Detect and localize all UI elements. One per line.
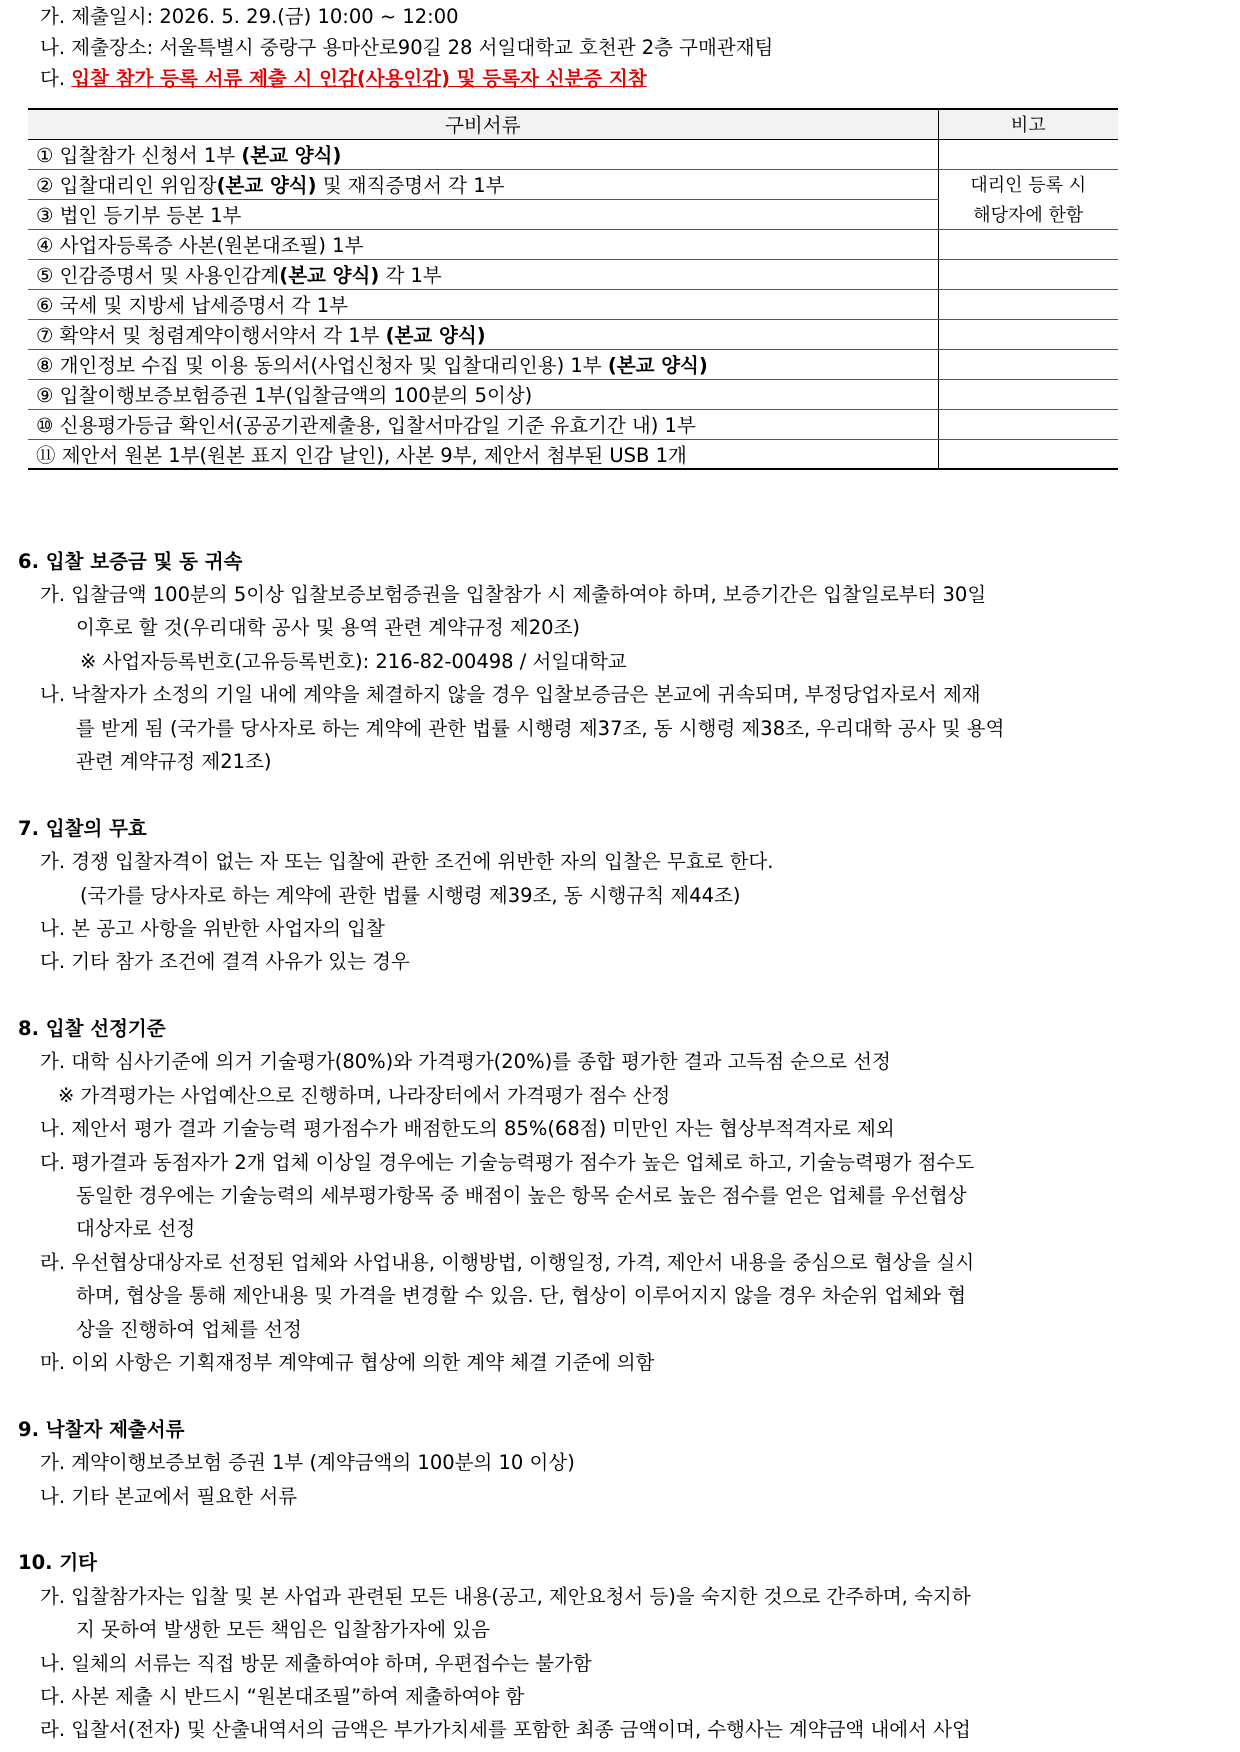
section-8-title: 8. 입찰 선정기준	[18, 1017, 166, 1040]
section-6-line: 관련 계약규정 제21조)	[76, 750, 272, 773]
document-item: ⑦ 확약서 및 청렴계약이행서약서 각 1부 (본교 양식)	[28, 319, 938, 349]
table-row	[28, 169, 1118, 199]
section-6-line: 나. 낙찰자가 소정의 기일 내에 계약을 체결하지 않을 경우 입찰보증금은 본교에 귀속되며, 부정당업자로서 제재	[40, 683, 981, 706]
submission-notice	[40, 68, 647, 89]
section-8-line: 동일한 경우에는 기술능력의 세부평가항목 중 배점이 높은 항목 순서로 높은 점수를 얻은 업체를 우선협상	[76, 1184, 967, 1207]
document-item: ④ 사업자등록증 사본(원본대조필) 1부	[28, 229, 938, 259]
section-6-title: 6. 입찰 보증금 및 동 귀속	[18, 550, 243, 573]
document-item: ② 입찰대리인 위임장(본교 양식) 및 재직증명서 각 1부	[28, 169, 938, 199]
section-6-line: 를 받게 됨 (국가를 당사자로 하는 계약에 관한 법률 시행령 제37조, 동 시행령 제38조, 우리대학 공사 및 용역	[76, 717, 1005, 740]
table-row	[28, 139, 1118, 169]
note-cell	[938, 229, 1118, 259]
document-item: ⑩ 신용평가등급 확인서(공공기관제출용, 입찰서마감일 기준 유효기간 내) 1부	[28, 409, 938, 439]
section-10-title: 10. 기타	[18, 1551, 98, 1574]
table-row	[28, 319, 1118, 349]
table-row	[28, 409, 1118, 439]
note-cell	[938, 349, 1118, 379]
section-8-line: 다. 평가결과 동점자가 2개 업체 이상일 경우에는 기술능력평가 점수가 높은 업체로 하고, 기술능력평가 점수도	[40, 1151, 975, 1174]
document-item: ⑪ 제안서 원본 1부(원본 표지 인감 날인), 사본 9부, 제안서 첨부된 USB 1개	[28, 439, 938, 469]
section-8-line: 라. 우선협상대상자로 선정된 업체와 사업내용, 이행방법, 이행일정, 가격, 제안서 내용을 중심으로 협상을 실시	[40, 1251, 975, 1274]
header-note: 비고	[938, 109, 1118, 139]
section-7-title: 7. 입찰의 무효	[18, 817, 147, 840]
table-row	[28, 379, 1118, 409]
note-cell	[938, 259, 1118, 289]
section-8-line: 나. 제안서 평가 결과 기술능력 평가점수가 배점한도의 85%(68점) 미만인 자는 협상부적격자로 제외	[40, 1117, 895, 1140]
section-6-line: 이후로 할 것(우리대학 공사 및 용역 관련 계약규정 제20조)	[76, 616, 581, 639]
required-documents-table	[28, 108, 1118, 470]
section-7-line: 나. 본 공고 사항을 위반한 사업자의 입찰	[40, 917, 385, 940]
section-9-line: 가. 계약이행보증보험 증권 1부 (계약금액의 100분의 10 이상)	[40, 1451, 575, 1474]
table-row	[28, 259, 1118, 289]
header-documents: 구비서류	[28, 109, 938, 139]
section-7-line: (국가를 당사자로 하는 계약에 관한 법률 시행령 제39조, 동 시행규칙 제44조)	[80, 884, 741, 907]
section-9-line: 나. 기타 본교에서 필요한 서류	[40, 1485, 298, 1508]
section-6-line: 가. 입찰금액 100분의 5이상 입찰보증보험증권을 입찰참가 시 제출하여야 하며, 보증기간은 입찰일로부터 30일	[40, 583, 987, 606]
notice-highlight: 입찰 참가 등록 서류 제출 시 인감(사용인감) 및 등록자 신분증 지참	[71, 67, 647, 90]
note-cell: 대리인 등록 시	[938, 169, 1118, 199]
section-10-line: 지 못하여 발생한 모든 책임은 입찰참가자에 있음	[76, 1618, 490, 1641]
note-cell	[938, 289, 1118, 319]
section-8-line: 하며, 협상을 통해 제안내용 및 가격을 변경할 수 있음. 단, 협상이 이루어지지 않을 경우 차순위 업체와 협	[76, 1284, 967, 1307]
notice-prefix: 다.	[40, 67, 72, 90]
submission-datetime: 가. 제출일시: 2026. 5. 29.(금) 10:00 ~ 12:00	[40, 5, 459, 28]
table-row	[28, 229, 1118, 259]
document-item: ⑧ 개인정보 수집 및 이용 동의서(사업신청자 및 입찰대리인용) 1부 (본교 양식)	[28, 349, 938, 379]
note-cell	[938, 439, 1118, 469]
table-row	[28, 199, 1118, 229]
section-8-line: 상을 진행하여 업체를 선정	[76, 1318, 302, 1341]
table-row	[28, 349, 1118, 379]
note-cell	[938, 379, 1118, 409]
document-item: ⑨ 입찰이행보증보험증권 1부(입찰금액의 100분의 5이상)	[28, 379, 938, 409]
note-cell	[938, 319, 1118, 349]
table-header-row	[28, 109, 1118, 139]
document-item: ③ 법인 등기부 등본 1부	[28, 199, 938, 229]
section-8-line: 대상자로 선정	[76, 1217, 196, 1240]
note-cell: 해당자에 한함	[938, 199, 1118, 229]
section-10-line: 가. 입찰참가자는 입찰 및 본 사업과 관련된 모든 내용(공고, 제안요청서 등)을 숙지한 것으로 간주하며, 숙지하	[40, 1585, 971, 1608]
table-row	[28, 289, 1118, 319]
section-6-line: ※ 사업자등록번호(고유등록번호): 216-82-00498 / 서일대학교	[80, 650, 627, 673]
section-10-line: 다. 사본 제출 시 반드시 “원본대조필”하여 제출하여야 함	[40, 1685, 525, 1708]
section-10-line: 라. 입찰서(전자) 및 산출내역서의 금액은 부가가치세를 포함한 최종 금액이며, 수행사는 계약금액 내에서 사업	[40, 1718, 971, 1741]
section-10-line: 나. 일체의 서류는 직접 방문 제출하여야 하며, 우편접수는 불가함	[40, 1652, 592, 1675]
section-8-line: ※ 가격평가는 사업예산으로 진행하며, 나라장터에서 가격평가 점수 산정	[58, 1084, 671, 1107]
section-7-line: 다. 기타 참가 조건에 결격 사유가 있는 경우	[40, 950, 410, 973]
section-8-line: 마. 이외 사항은 기획재정부 계약예규 협상에 의한 계약 체결 기준에 의함	[40, 1351, 655, 1374]
note-cell	[938, 409, 1118, 439]
section-7-line: 가. 경쟁 입찰자격이 없는 자 또는 입찰에 관한 조건에 위반한 자의 입찰은 무효로 한다.	[40, 850, 774, 873]
section-8-line: 가. 대학 심사기준에 의거 기술평가(80%)와 가격평가(20%)를 종합 평가한 결과 고득점 순으로 선정	[40, 1050, 891, 1073]
document-item: ⑥ 국세 및 지방세 납세증명서 각 1부	[28, 289, 938, 319]
table-row	[28, 439, 1118, 469]
document-item: ⑤ 인감증명서 및 사용인감계(본교 양식) 각 1부	[28, 259, 938, 289]
note-cell	[938, 139, 1118, 169]
section-9-title: 9. 낙찰자 제출서류	[18, 1418, 185, 1441]
document-item: ① 입찰참가 신청서 1부 (본교 양식)	[28, 139, 938, 169]
submission-place: 나. 제출장소: 서울특별시 중랑구 용마산로90길 28 서일대학교 호천관 2층 구매관재팀	[40, 36, 774, 59]
